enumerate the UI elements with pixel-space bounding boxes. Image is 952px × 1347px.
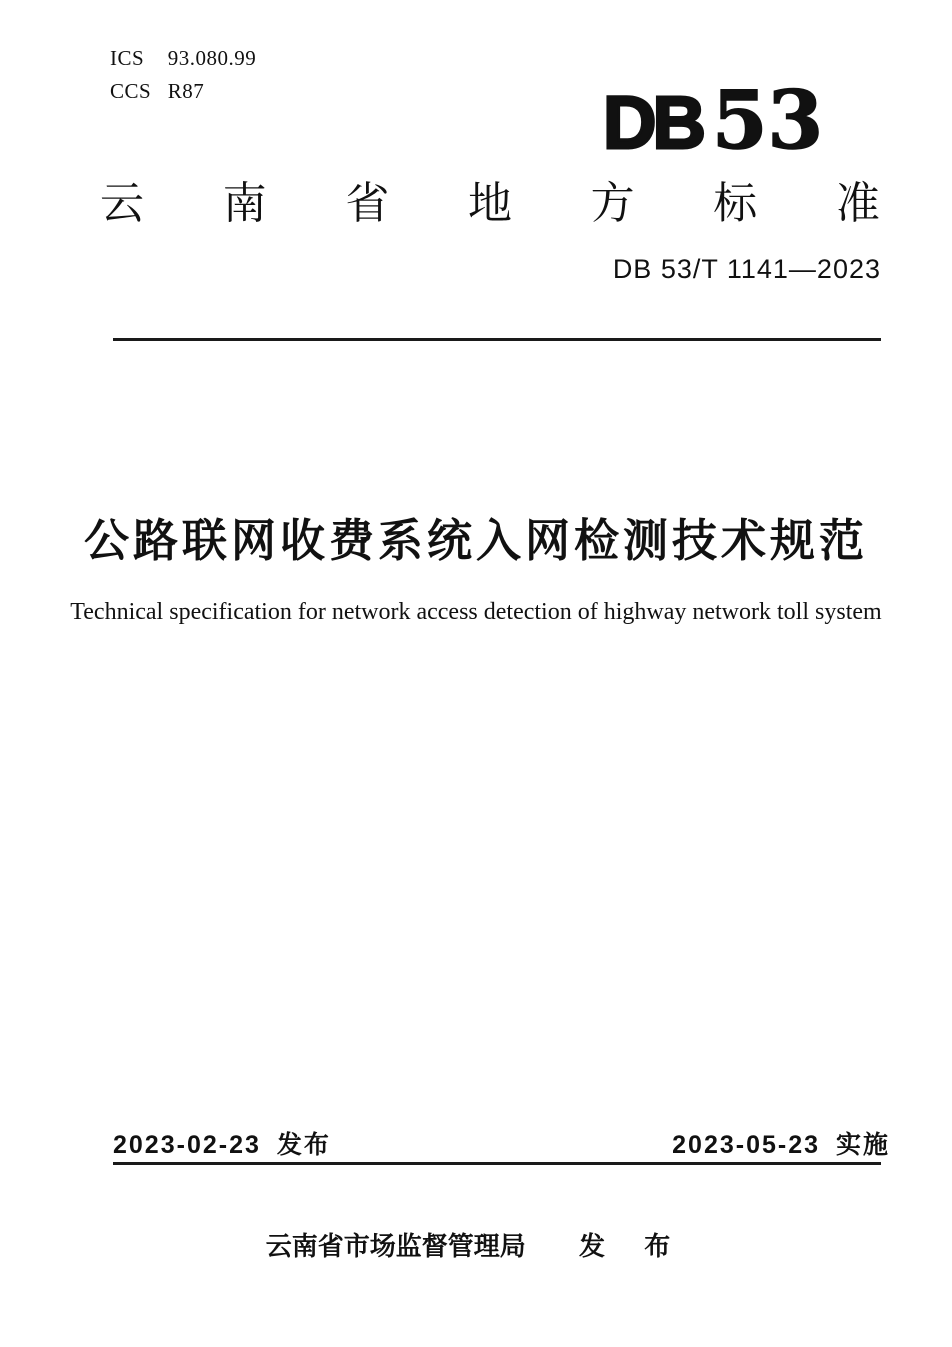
db53-logo-prefix: DB (603, 81, 702, 164)
ics-code: 93.080.99 (167, 46, 257, 70)
standard-name-char: 标 (713, 179, 758, 228)
ccs-label: CCS (110, 79, 152, 103)
footer-rule (113, 1162, 881, 1165)
standard-name-char: 准 (835, 179, 880, 228)
standard-code: DB 53/T 1141—2023 (612, 254, 881, 284)
standard-category-name (100, 179, 880, 228)
footer-dates-row (113, 1133, 890, 1158)
document-title-chinese: 公路联网收费系统入网检测技术规范 (83, 515, 868, 566)
ccs-code: R87 (167, 79, 205, 103)
implement-label: 实施 (835, 1131, 890, 1159)
standard-name-char: 地 (467, 179, 512, 228)
issue-label: 发布 (276, 1131, 331, 1159)
ccs-line (110, 75, 256, 108)
implement-date-group (672, 1133, 890, 1158)
publisher-name: 云南省市场监督管理局 (265, 1231, 526, 1261)
classification-codes (110, 42, 256, 108)
standard-name-char: 南 (222, 179, 267, 228)
ics-label: ICS (110, 46, 145, 70)
ics-line (110, 42, 256, 75)
issue-date-group (113, 1133, 331, 1158)
publish-label: 发 布 (579, 1231, 687, 1261)
standard-name-char: 方 (590, 179, 635, 228)
implement-date: 2023-05-23 (672, 1131, 821, 1159)
standard-name-char: 省 (345, 179, 390, 228)
issue-date: 2023-02-23 (113, 1131, 261, 1159)
document-title-english: Technical specification for network access detection of highway network toll system (70, 599, 882, 625)
db53-logo (603, 73, 824, 167)
db53-logo-number: 53 (711, 73, 824, 167)
standard-name-char: 云 (100, 179, 144, 228)
publisher-line (0, 1233, 952, 1259)
header-rule (113, 338, 881, 341)
